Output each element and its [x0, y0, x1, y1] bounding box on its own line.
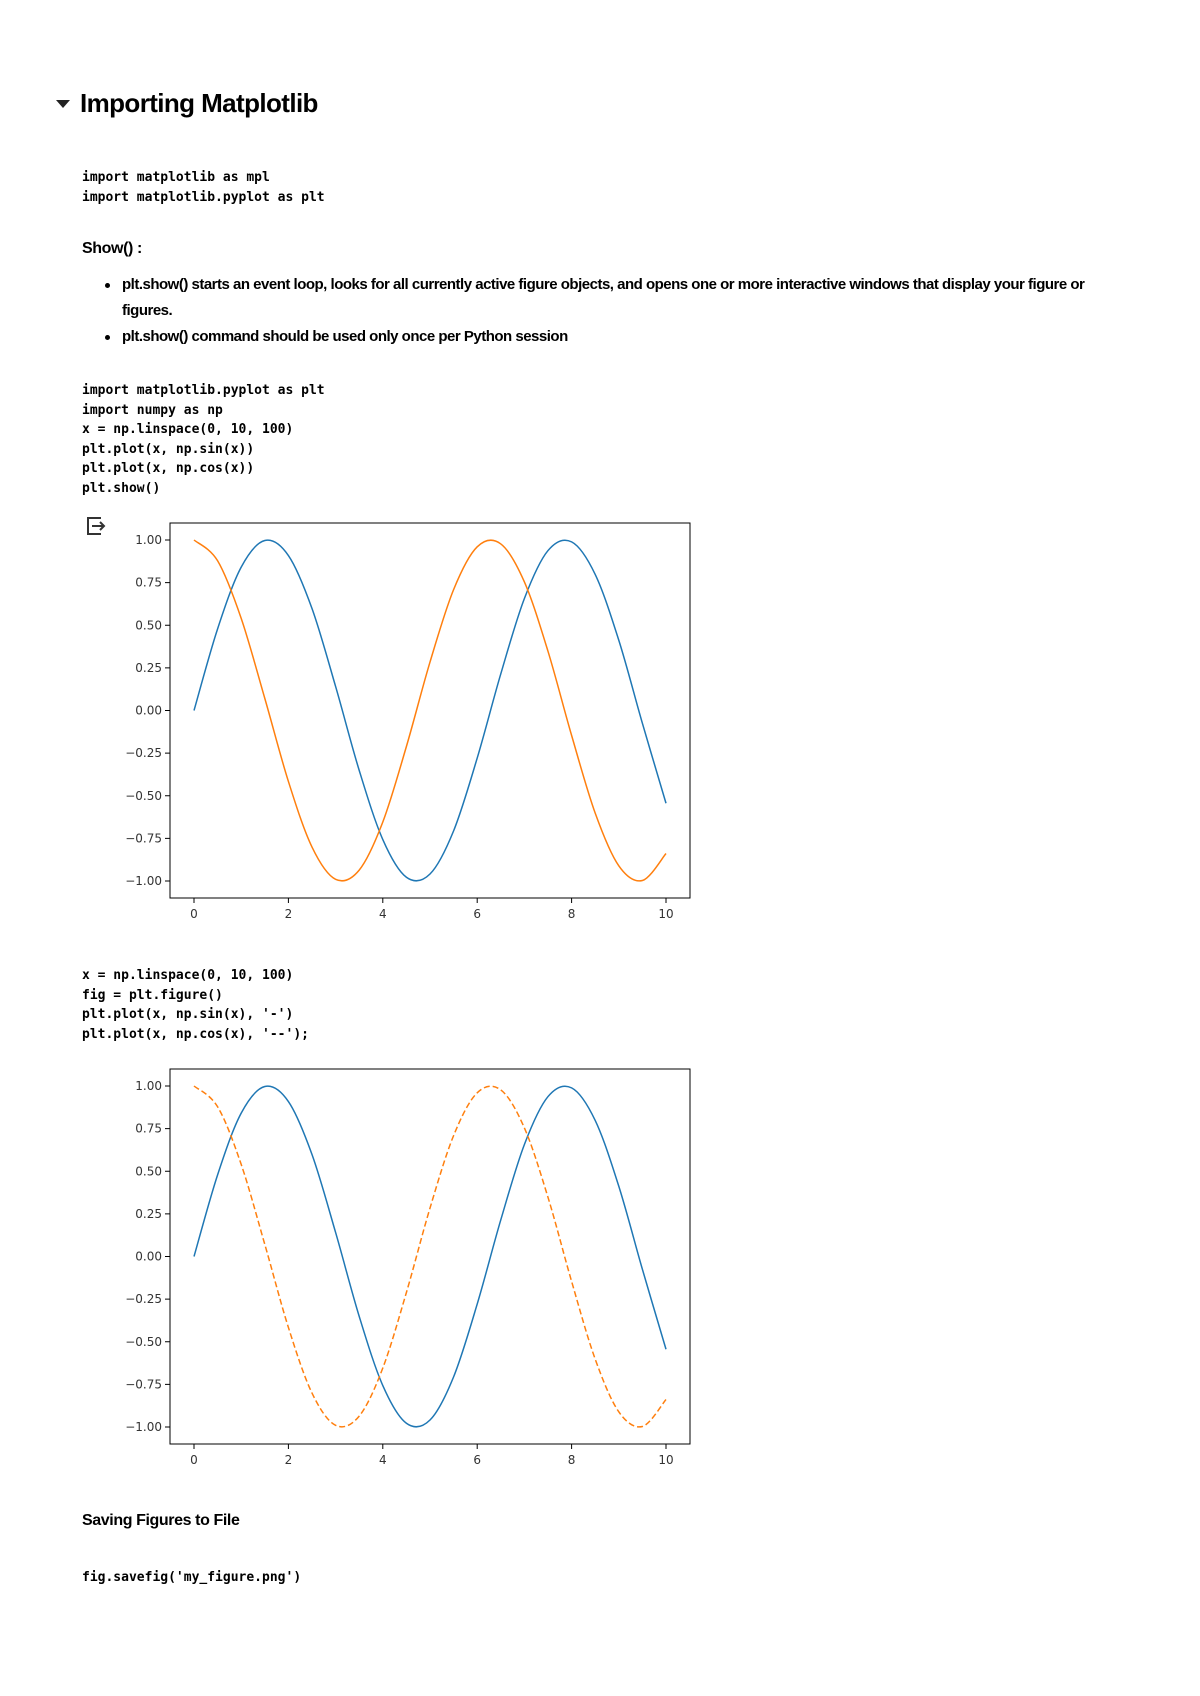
list-item: plt.show() command should be used only once per Python session — [122, 324, 1102, 350]
line-chart-1 — [120, 515, 700, 935]
series-line-2 — [194, 540, 666, 881]
x-tick-label: 0 — [190, 907, 198, 921]
output-clear-icon[interactable] — [85, 515, 107, 537]
x-tick-label: 8 — [567, 907, 576, 921]
y-tick-label: 0.75 — [135, 575, 162, 590]
y-tick-label: −0.50 — [125, 788, 162, 803]
series-line-1 — [194, 540, 666, 881]
list-item: plt.show() starts an event loop, looks for all currently active figure objects, and opens one or more interactive windows that display your figure or figures. — [122, 272, 1102, 324]
y-tick-label: 0.00 — [135, 703, 162, 718]
x-tick-label: 10 — [658, 907, 674, 921]
y-tick-label: 0.50 — [135, 618, 162, 633]
x-tick-label: 2 — [284, 907, 293, 921]
y-tick-label: 0.00 — [135, 1249, 162, 1264]
saving-heading: Saving Figures to File — [82, 1512, 240, 1529]
y-tick-label: −0.25 — [125, 1292, 162, 1307]
y-tick-label: −1.00 — [125, 874, 162, 888]
x-tick-label: 10 — [658, 1453, 674, 1467]
x-tick-label: 2 — [284, 1453, 293, 1467]
code-cell-plot-show[interactable]: import matplotlib.pyplot as plt import numpy as np x = np.linspace(0, 10, 100) plt.plot(x, np.sin(x)) plt.plot(x, np.cos(x)) plt.show() — [82, 383, 325, 496]
x-tick-label: 8 — [567, 1453, 576, 1467]
plot-frame — [170, 1069, 690, 1444]
y-tick-label: −0.25 — [125, 746, 162, 761]
y-tick-label: 1.00 — [135, 1079, 162, 1093]
y-tick-label: −0.75 — [125, 831, 162, 846]
series-line-2 — [194, 1086, 666, 1427]
plot-output-1 — [120, 515, 700, 935]
show-heading: Show() : — [82, 240, 142, 257]
section-title: Importing Matplotlib — [80, 88, 318, 118]
x-tick-label: 4 — [378, 1453, 387, 1467]
x-tick-label: 6 — [473, 907, 482, 921]
y-tick-label: 0.25 — [135, 660, 162, 675]
code-cell-savefig[interactable]: fig.savefig('my_figure.png') — [82, 1570, 302, 1585]
plot-frame — [170, 523, 690, 898]
section-header[interactable] — [56, 88, 318, 119]
plot-output-2 — [120, 1061, 700, 1481]
series-line-1 — [194, 1086, 666, 1427]
y-tick-label: 0.50 — [135, 1164, 162, 1179]
y-tick-label: −1.00 — [125, 1420, 162, 1434]
y-tick-label: −0.75 — [125, 1377, 162, 1392]
y-tick-label: 0.25 — [135, 1206, 162, 1221]
line-chart-2 — [120, 1061, 700, 1481]
x-tick-label: 0 — [190, 1453, 198, 1467]
x-tick-label: 6 — [473, 1453, 482, 1467]
code-cell-figure[interactable]: x = np.linspace(0, 10, 100) fig = plt.figure() plt.plot(x, np.sin(x), '-') plt.plot(x, np.cos(x), '--'); — [82, 968, 309, 1042]
caret-down-icon[interactable] — [56, 100, 70, 108]
code-cell-imports[interactable]: import matplotlib as mpl import matplotlib.pyplot as plt — [82, 170, 325, 205]
y-tick-label: 1.00 — [135, 533, 162, 547]
show-bullet-list — [122, 272, 1102, 350]
x-tick-label: 4 — [378, 907, 387, 921]
y-tick-label: 0.75 — [135, 1121, 162, 1136]
y-tick-label: −0.50 — [125, 1334, 162, 1349]
